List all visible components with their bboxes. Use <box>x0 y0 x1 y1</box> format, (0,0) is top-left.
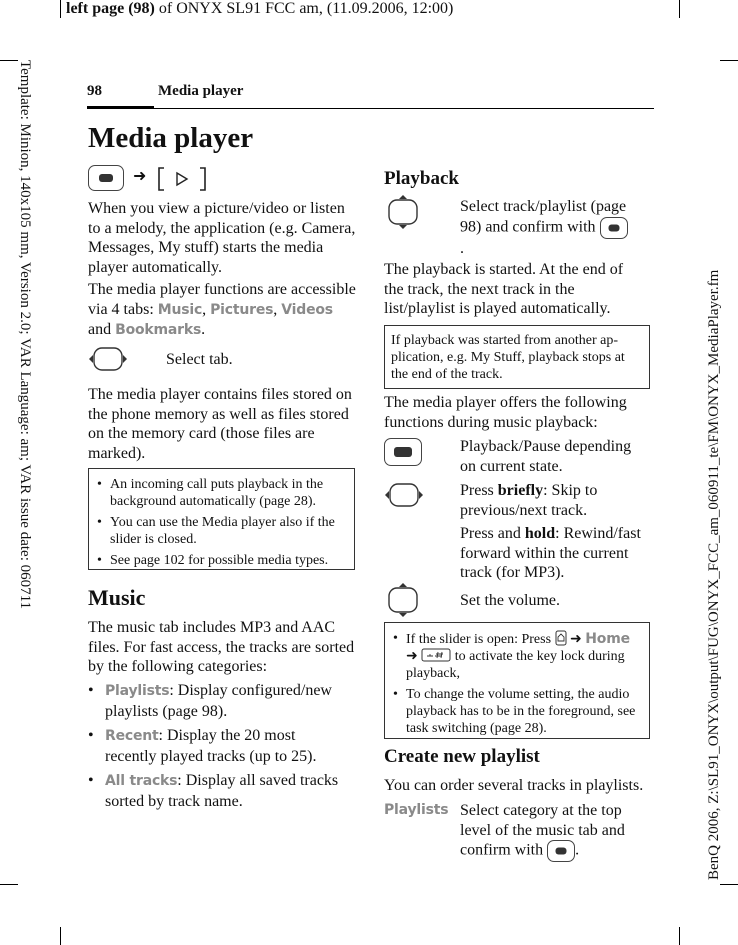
up-down-key-icon <box>384 583 422 617</box>
rewind-text: Press and hold: Rewind/fast forward within the current track (for MP3). <box>460 525 641 581</box>
create-playlist-text: You can order several tracks in playlists. <box>384 777 644 794</box>
arrow-icon: ➜ <box>406 649 418 664</box>
volume-text: Set the volume. <box>460 592 560 609</box>
note-item: • See page 102 for possible media types. <box>97 552 346 569</box>
arrow-icon: ➜ <box>570 632 582 647</box>
skip-track-text: Press briefly: Skip to previous/next track. <box>460 482 598 519</box>
tab-music: Music <box>157 301 203 318</box>
music-heading: Music <box>88 585 146 610</box>
note-item: • You can use the Media player also if the slider is closed. <box>97 514 346 548</box>
tab-videos: Videos <box>281 301 333 318</box>
category-recent: Recent <box>105 728 159 744</box>
list-item: • All tracks: Display all saved tracks sorted by track name. <box>88 771 350 811</box>
functions-intro: The media player offers the following functions during music playback: <box>384 394 627 431</box>
header-rule-thin <box>154 108 654 109</box>
intro-text: When you view a picture/video or listen to a melody, the application (e.g. Camera, Messages, My stuff) starts the media player automatically. <box>88 200 356 276</box>
note-item: • To change the volume setting, the audio playback has to be in the foreground, see task switching (page 28). <box>393 686 641 737</box>
hash-key-icon <box>421 648 451 662</box>
template-info: Template: Minion, 140x105 mm, Version 2.0; VAR Language: am; VAR issue date: 060711 <box>17 60 33 610</box>
menu-path <box>88 164 218 192</box>
file-path-info: BenQ 2006, Z:\SL91_ONYX\output\FUG\ONYX_FCC_am_060911_te\FM\ONYX_MediaPlayer.fm <box>706 269 722 880</box>
select-track-text: Select track/playlist (page 98) and confirm with . <box>460 198 627 257</box>
home-key-icon <box>555 630 567 646</box>
page-number: 98 <box>87 83 102 99</box>
left-right-key-icon <box>88 344 128 374</box>
note-item: • An incoming call puts playback in the background automatically (page 28). <box>97 476 346 510</box>
banner-text: of ONYX SL91 FCC am, (11.09.2006, 12:00) <box>154 0 454 17</box>
music-category-list <box>88 681 350 817</box>
running-header: Media player <box>158 83 244 99</box>
create-playlist-heading: Create new playlist <box>384 746 540 767</box>
print-banner <box>66 0 453 18</box>
page-title: Media player <box>88 122 254 154</box>
center-key-icon <box>88 165 124 191</box>
playlist-instructions: Select category at the top level of the music tab and confirm with . <box>460 801 650 862</box>
category-playlists: Playlists <box>105 683 170 699</box>
home-softkey-label: Home <box>585 631 630 647</box>
banner-page-ref: left page (98) <box>66 0 155 17</box>
tab-pictures: Pictures <box>210 301 274 318</box>
playback-heading: Playback <box>384 168 459 189</box>
left-right-key-icon <box>384 480 424 510</box>
playback-started-text: The playback is started. At the end of the track, the next track in the list/playlist is played automatically. <box>384 261 624 317</box>
center-key-icon <box>547 840 575 862</box>
play-pause-text: Playback/Pause depending on current state. <box>460 438 632 475</box>
center-key-icon <box>600 217 628 239</box>
note-box-general <box>88 468 355 570</box>
up-down-key-icon <box>384 195 422 229</box>
arrow-icon: ➜ <box>133 168 147 185</box>
note-box-keylock <box>384 622 650 739</box>
note-item: • If the slider is open: Press ➜ Home ➜ to activate the key lock during playback, <box>393 630 641 682</box>
center-key-icon <box>384 438 422 466</box>
media-player-icon <box>156 166 208 192</box>
note-box-playback: If playback was started from another application, e.g. My Stuff, playback stops at the end of the track. <box>384 325 650 389</box>
tab-bookmarks: Bookmarks <box>115 322 202 338</box>
select-tab-text: Select tab. <box>166 351 233 368</box>
header-rule-thick <box>87 106 154 109</box>
list-item: • Playlists: Display configured/new playlists (page 98). <box>88 681 350 721</box>
list-item: • Recent: Display the 20 most recently played tracks (up to 25). <box>88 726 350 766</box>
tabs-paragraph: The media player functions are accessible via 4 tabs: Music, Pictures, Videos and Bookmarks. <box>88 281 356 338</box>
playlists-label: Playlists <box>384 802 449 818</box>
storage-text: The media player contains files stored on the phone memory as well as files stored on the memory card (those files are marked). <box>88 386 352 462</box>
music-intro: The music tab includes MP3 and AAC files. For fast access, the tracks are sorted by the following categories: <box>88 619 355 675</box>
category-all-tracks: All tracks <box>105 773 178 789</box>
